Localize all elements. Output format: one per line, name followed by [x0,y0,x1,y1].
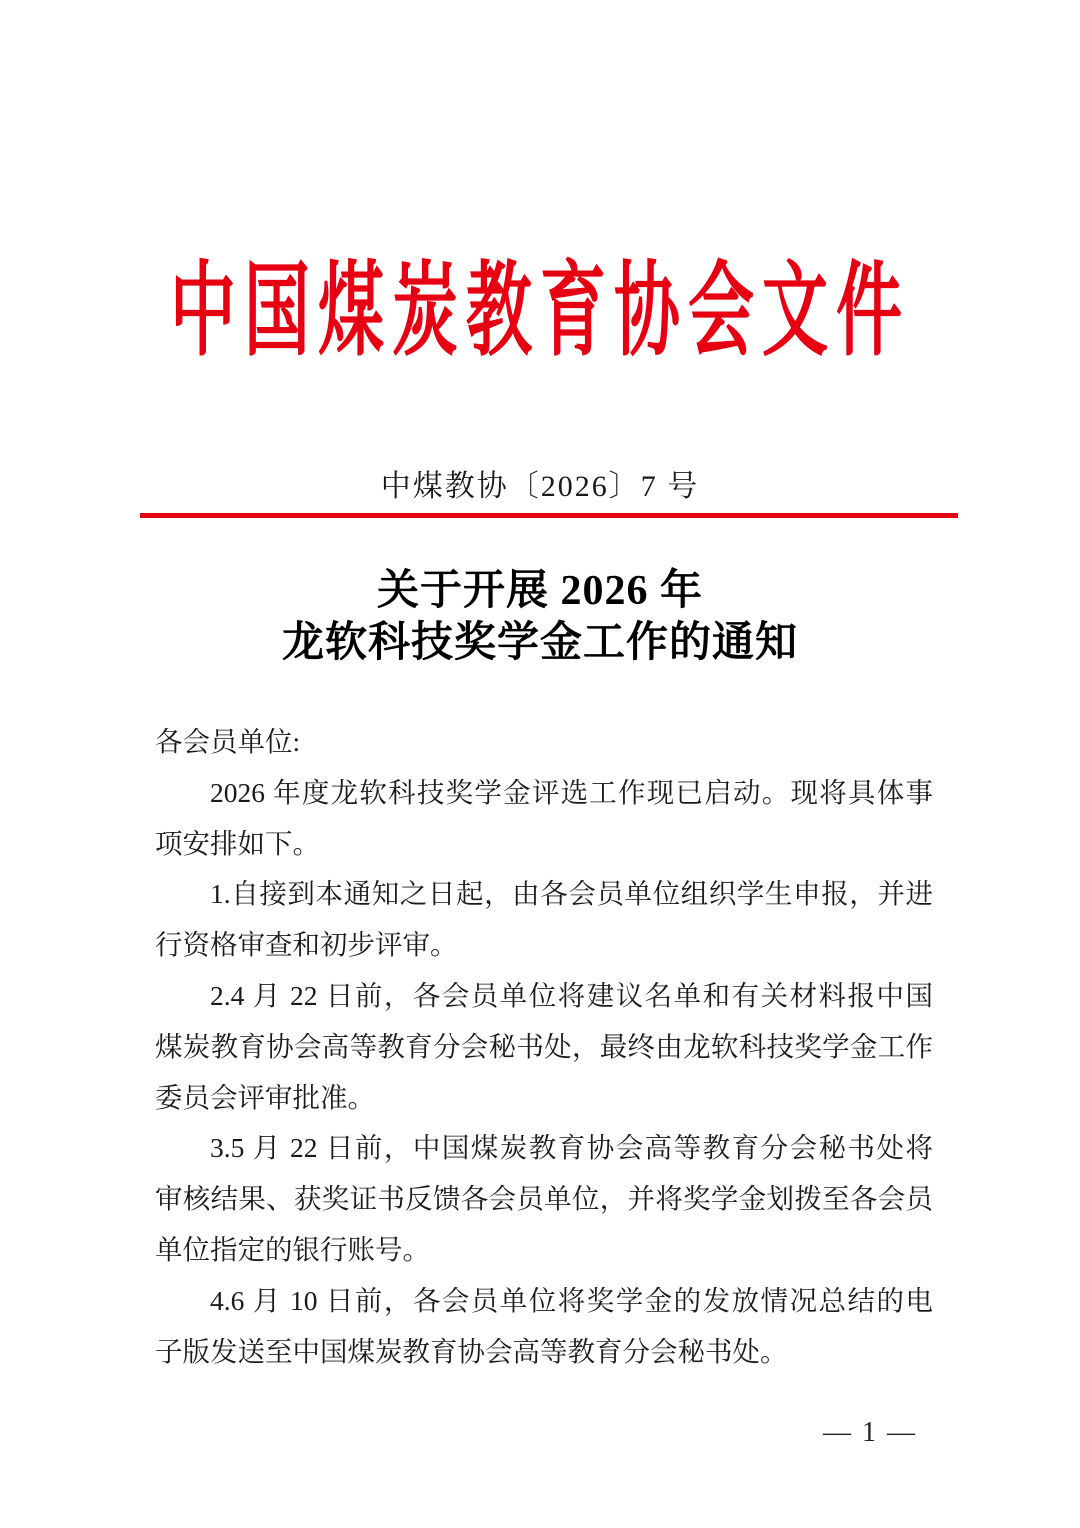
red-divider-line [140,513,958,518]
notice-title-line2: 龙软科技奖学金工作的通知 [281,620,798,666]
document-body [155,717,933,1377]
body-line: 2.4 月 22 日前，各会员单位将建议名单和有关材料报中国 [210,979,933,1011]
document-number: 中煤教协〔2026〕7 号 [380,470,700,503]
body-line: 子版发送至中国煤炭教育协会高等教育分会秘书处。 [155,1335,788,1367]
body-line: 单位指定的银行账号。 [155,1233,430,1265]
body-line: 3.5 月 22 日前，中国煤炭教育协会高等教育分会秘书处将 [210,1132,933,1164]
body-line: 审核结果、获奖证书反馈各会员单位，并将奖学金划拨至各会员 [155,1183,933,1215]
body-line: 行资格审查和初步评审。 [155,929,458,961]
body-line: 煤炭教育协会高等教育分会秘书处，最终由龙软科技奖学金工作 [155,1030,933,1062]
body-line: 2026 年度龙软科技奖学金评选工作现已启动。现将具体事 [210,776,933,808]
body-line: 委员会评审批准。 [155,1081,375,1113]
body-line: 1.自接到本通知之日起，由各会员单位组织学生申报，并进 [210,878,933,910]
body-line: 4.6 月 10 日前，各会员单位将奖学金的发放情况总结的电 [210,1284,933,1316]
body-line: 各会员单位: [155,726,301,757]
notice-title-line1: 关于开展 2026 年 [376,568,703,614]
body-line: 项安排如下。 [155,827,320,859]
page-number: — 1 — [823,1417,917,1449]
org-header-title: 中国煤炭教育协会文件 [170,255,910,369]
notice-title [0,565,1080,669]
